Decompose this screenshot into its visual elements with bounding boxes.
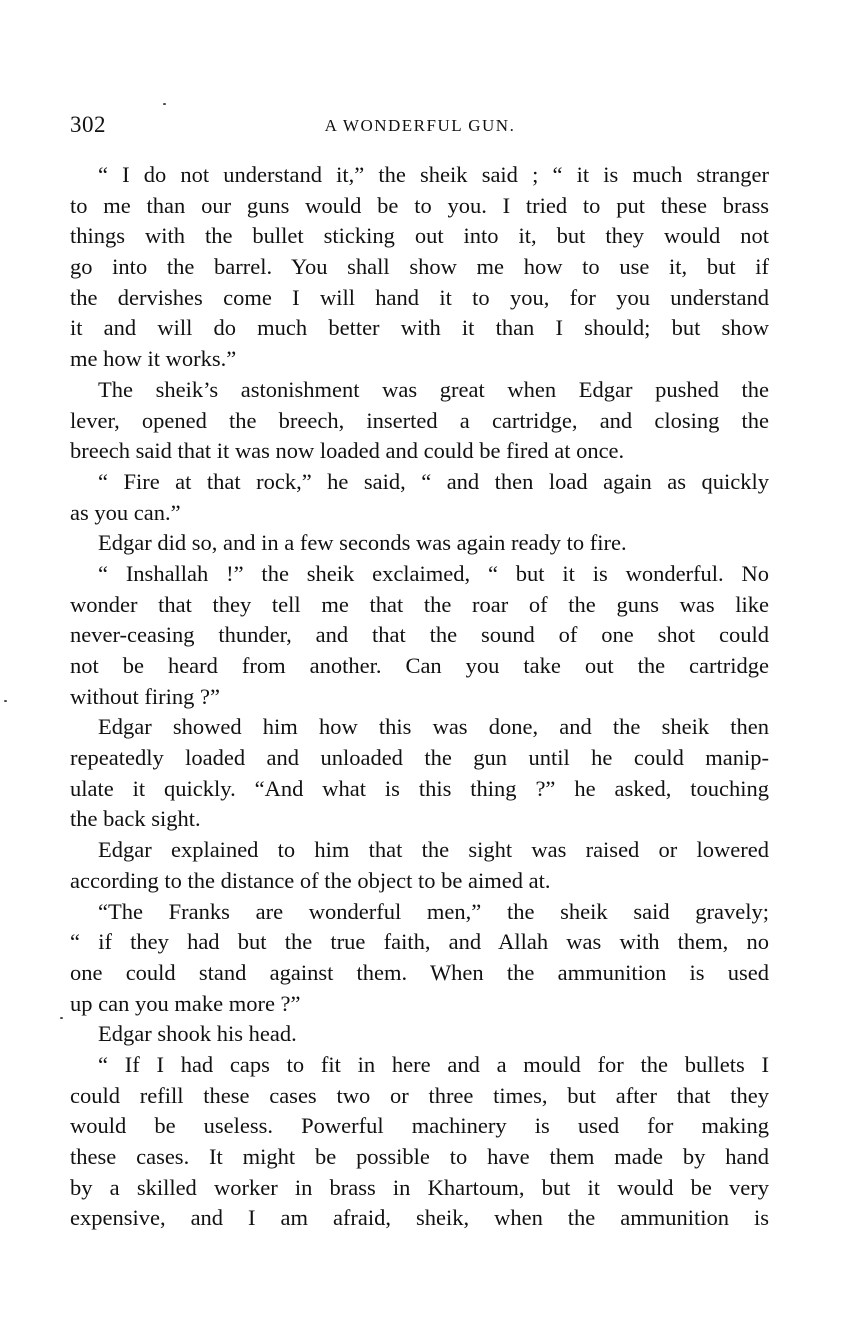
text-line: wonder that they tell me that the roar of the guns was like: [70, 591, 769, 617]
running-head: A WONDERFUL GUN.: [324, 116, 516, 135]
ink-speck: [4, 700, 7, 702]
text-line: “ If I had caps to fit in here and a mould for the bullets I: [98, 1051, 769, 1077]
text-line: The sheik’s astonishment was great when Edgar pushed the: [98, 376, 769, 402]
text-line: me how it works.”: [70, 346, 237, 372]
text-line: “ I do not understand it,” the sheik said ; “ it is much stranger: [98, 162, 769, 187]
text-line: Edgar explained to him that the sight was raised or lowered: [98, 837, 769, 863]
text-line: the back sight.: [70, 806, 201, 832]
text-line: expensive, and I am afraid, sheik, when the ammunition is: [70, 1205, 769, 1231]
text-line: breech said that it was now loaded and could be fired at once.: [70, 438, 625, 464]
text-line: Edgar showed him how this was done, and the sheik then: [98, 714, 769, 740]
page-header: [70, 112, 770, 142]
text-line: things with the bullet sticking out into it, but they would not: [70, 223, 769, 249]
text-line: one could stand against them. When the ammunition is used: [70, 959, 769, 985]
text-line: repeatedly loaded and unloaded the gun until he could manip-: [70, 745, 769, 771]
text-line: according to the distance of the object to be aimed at.: [70, 867, 551, 893]
text-line: Edgar did so, and in a few seconds was again ready to fire.: [98, 530, 627, 556]
text-line: Edgar shook his head.: [98, 1021, 297, 1047]
text-line: these cases. It might be possible to have them made by hand: [70, 1144, 769, 1169]
page-number: 302: [70, 112, 106, 137]
ink-speck: [163, 103, 166, 105]
text-line: “The Franks are wonderful men,” the sheik said gravely;: [98, 898, 769, 924]
text-line: “ Inshallah !” the sheik exclaimed, “ but it is wonderful. No: [98, 560, 769, 586]
ink-speck: [60, 1017, 63, 1019]
text-line: to me than our guns would be to you. I tried to put these brass: [70, 192, 769, 218]
text-line: up can you make more ?”: [70, 990, 301, 1016]
text-line: would be useless. Powerful machinery is used for making: [70, 1113, 769, 1139]
text-line: not be heard from another. Can you take out the cartridge: [70, 653, 769, 678]
text-line: “ Fire at that rock,” he said, “ and then load again as quickly: [98, 468, 769, 494]
text-line: go into the barrel. You shall show me how to use it, but if: [70, 254, 769, 280]
text-line: without firing ?”: [70, 683, 220, 709]
text-line: it and will do much better with it than I should; but show: [70, 315, 769, 341]
text-line: by a skilled worker in brass in Khartoum, but it would be very: [70, 1174, 769, 1200]
text-line: lever, opened the breech, inserted a cartridge, and closing the: [70, 407, 769, 433]
body-text: [70, 160, 769, 1234]
text-line: could refill these cases two or three times, but after that they: [70, 1082, 769, 1108]
text-line: ulate it quickly. “And what is this thing ?” he asked, touching: [70, 775, 769, 801]
text-line: “ if they had but the true faith, and Allah was with them, no: [70, 929, 769, 955]
text-line: the dervishes come I will hand it to you, for you understand: [70, 284, 769, 310]
text-line: never-ceasing thunder, and that the sound of one shot could: [70, 622, 769, 648]
text-line: as you can.”: [70, 499, 181, 525]
